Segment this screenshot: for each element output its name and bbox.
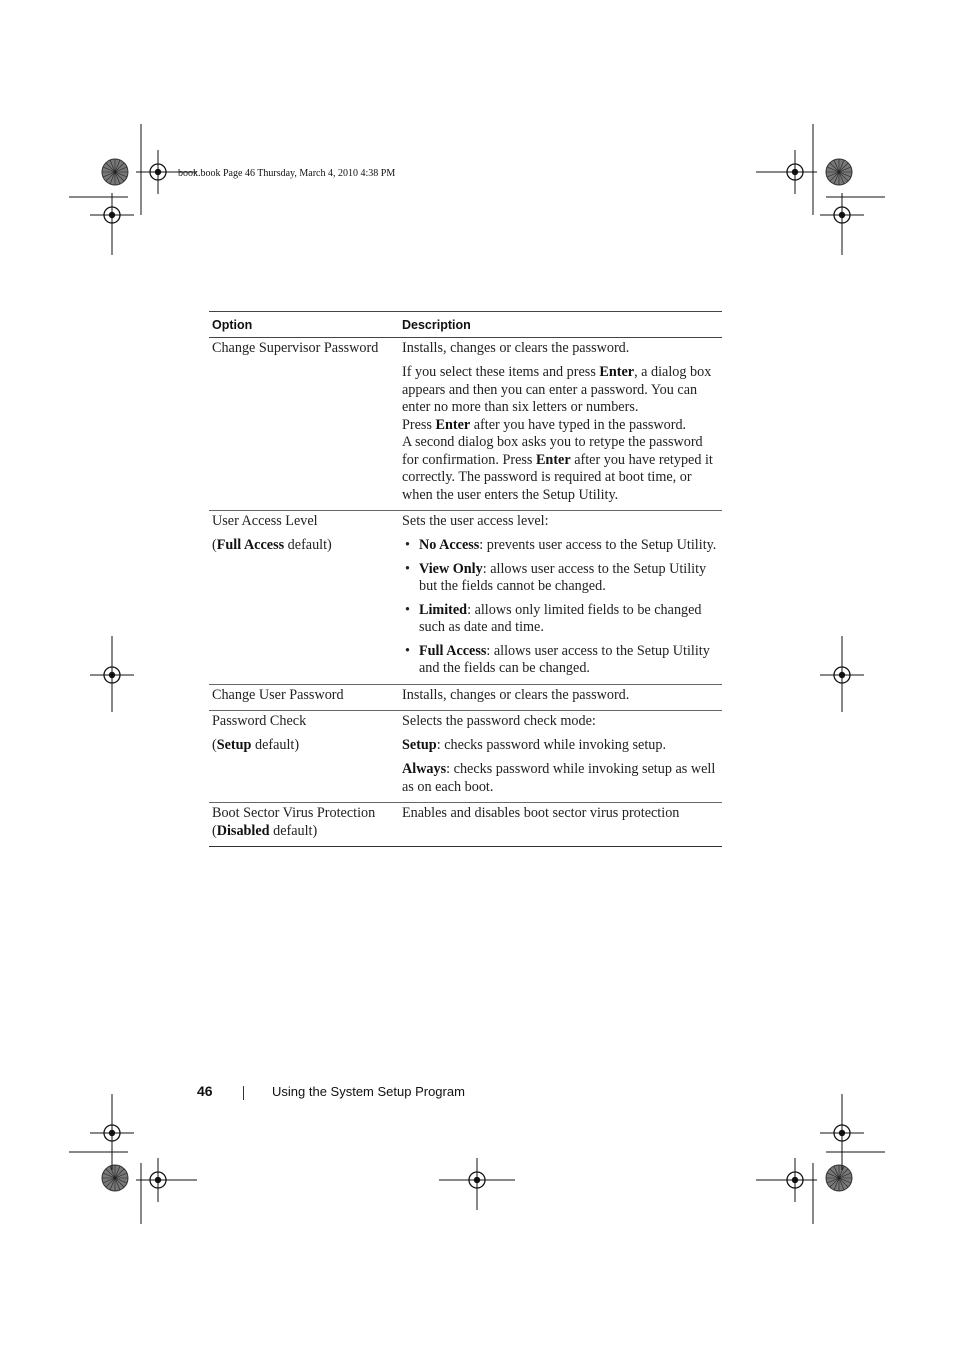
table-row xyxy=(209,511,722,685)
color-dial-icon xyxy=(102,159,128,185)
option-default: (Full Access default) xyxy=(212,537,332,553)
header-description: Description xyxy=(402,317,471,332)
option-name: Change Supervisor Password xyxy=(212,340,379,356)
description-text: Sets the user access level: xyxy=(402,513,549,529)
footer-divider xyxy=(243,1086,244,1100)
color-dial-icon xyxy=(826,159,852,185)
option-name: Password Check xyxy=(212,713,307,729)
description-cell xyxy=(399,511,722,684)
description-cell xyxy=(399,711,722,802)
bullet-icon: • xyxy=(405,560,410,577)
description-text: Enables and disables boot sector virus protection xyxy=(402,805,680,821)
option-cell xyxy=(209,338,399,510)
color-dial-icon xyxy=(102,1165,128,1191)
option-name: User Access Level xyxy=(212,513,318,529)
option-cell xyxy=(209,685,399,711)
description-text: Installs, changes or clears the password. xyxy=(402,686,630,703)
description-text: Always: checks password while invoking setup as well as on each boot. xyxy=(402,761,716,795)
table-header xyxy=(209,311,722,338)
options-table xyxy=(209,311,722,847)
color-dial-icon xyxy=(826,1165,852,1191)
option-name: Boot Sector Virus Protection xyxy=(212,805,376,821)
bullet-icon: • xyxy=(405,537,410,553)
list-item: • Full Access: allows user access to the Setup Utility and the fields can be changed. xyxy=(402,643,722,678)
page-number: 46 xyxy=(197,1083,213,1099)
bullet-icon: • xyxy=(405,642,410,659)
table-row xyxy=(209,711,722,803)
table-row xyxy=(209,685,722,712)
table-row xyxy=(209,803,722,847)
description-text: If you select these items and press Enter, a dialog box appears and then you can enter a password. You can enter no more than six letters or numbers. Press Enter after you have typed in the password. A second dialog box asks you to retype the password for confirmation. Press Enter after you have retyped it correctly. The password is required at boot time, or when the user enters the Setup Utility. xyxy=(402,364,713,503)
option-cell xyxy=(209,803,399,846)
list-item: • No Access: prevents user access to the Setup Utility. xyxy=(402,537,722,555)
description-text: Selects the password check mode: xyxy=(402,713,596,729)
description-text: Setup: checks password while invoking setup. xyxy=(402,737,667,753)
description-cell xyxy=(399,685,722,711)
print-slug: book.book Page 46 Thursday, March 4, 2010 4:38 PM xyxy=(178,168,396,179)
header-option: Option xyxy=(212,317,253,332)
description-text: Installs, changes or clears the password. xyxy=(402,340,630,356)
list-item: • View Only: allows user access to the Setup Utility but the fields cannot be changed. xyxy=(402,561,722,596)
bullet-icon: • xyxy=(405,601,410,618)
section-title: Using the System Setup Program xyxy=(272,1084,465,1099)
option-name: Change User Password xyxy=(212,686,344,703)
option-default: (Setup default) xyxy=(212,737,300,753)
table-row xyxy=(209,338,722,511)
description-cell xyxy=(399,338,722,510)
option-cell xyxy=(209,511,399,684)
option-default: (Disabled default) xyxy=(212,822,318,839)
description-cell xyxy=(399,803,722,846)
option-cell xyxy=(209,711,399,802)
list-item: • Limited: allows only limited fields to be changed such as date and time. xyxy=(402,602,722,637)
